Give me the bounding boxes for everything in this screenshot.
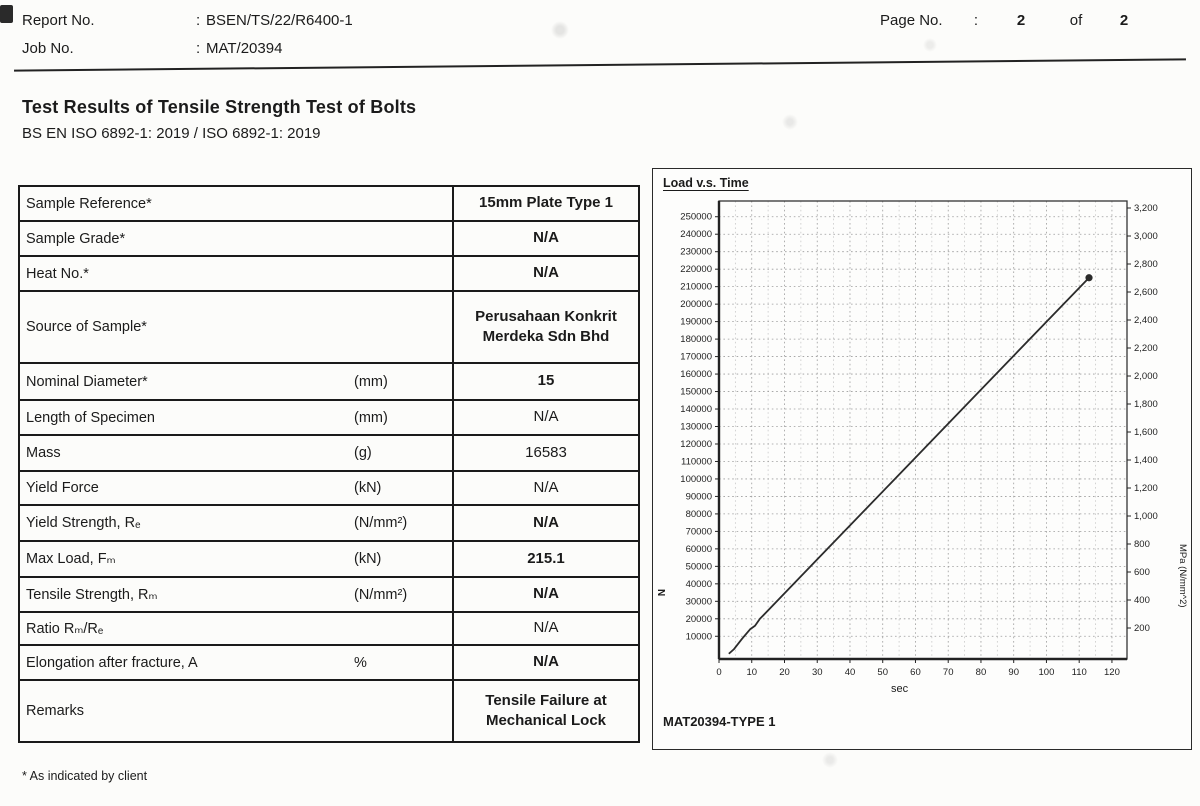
svg-text:110000: 110000 bbox=[681, 456, 712, 468]
row-label: Yield Strength, Rₑ bbox=[26, 515, 141, 531]
row-label: Mass bbox=[26, 445, 61, 461]
row-value: N/A bbox=[533, 585, 559, 603]
page-current: 2 bbox=[1016, 12, 1026, 29]
job-no-colon: : bbox=[196, 40, 201, 57]
table-row bbox=[19, 400, 639, 435]
table-row bbox=[19, 577, 639, 612]
row-unit: (g) bbox=[354, 445, 372, 461]
svg-text:90: 90 bbox=[1008, 667, 1019, 678]
svg-text:40000: 40000 bbox=[685, 578, 712, 590]
table-row bbox=[19, 256, 639, 291]
table-row bbox=[19, 221, 639, 256]
table-row bbox=[19, 186, 639, 221]
svg-text:120: 120 bbox=[1104, 667, 1120, 678]
svg-text:2,800: 2,800 bbox=[1134, 259, 1158, 270]
load-vs-time-chart bbox=[652, 168, 1192, 750]
svg-text:20: 20 bbox=[779, 667, 790, 678]
row-label: Remarks bbox=[26, 703, 85, 719]
svg-text:2,600: 2,600 bbox=[1134, 287, 1158, 298]
page-number-block bbox=[880, 12, 1180, 29]
svg-text:50: 50 bbox=[877, 667, 889, 678]
svg-text:180000: 180000 bbox=[680, 334, 712, 346]
table-row bbox=[19, 541, 639, 577]
svg-text:230000: 230000 bbox=[680, 246, 712, 258]
svg-text:100: 100 bbox=[1038, 667, 1055, 678]
svg-text:200000: 200000 bbox=[680, 299, 712, 311]
svg-text:3,200: 3,200 bbox=[1134, 203, 1158, 214]
job-no-label: Job No. bbox=[22, 40, 74, 57]
row-label: Elongation after fracture, A bbox=[26, 654, 198, 671]
svg-text:30: 30 bbox=[811, 667, 823, 678]
svg-text:600: 600 bbox=[1134, 567, 1150, 578]
row-unit: (mm) bbox=[354, 409, 388, 426]
svg-text:120000: 120000 bbox=[680, 438, 712, 450]
report-no-label: Report No. bbox=[22, 12, 95, 29]
svg-text:80: 80 bbox=[975, 667, 987, 678]
row-label: Yield Force bbox=[26, 480, 99, 496]
test-standard-subtitle: BS EN ISO 6892-1: 2019 / ISO 6892-1: 2019 bbox=[22, 125, 321, 142]
row-value: N/A bbox=[533, 478, 559, 496]
table-row bbox=[19, 645, 639, 680]
svg-text:210000: 210000 bbox=[680, 281, 712, 293]
svg-text:40: 40 bbox=[844, 667, 856, 678]
svg-text:400: 400 bbox=[1134, 595, 1150, 606]
row-unit: (mm) bbox=[354, 373, 388, 390]
table-row bbox=[19, 435, 639, 471]
row-value: N/A bbox=[533, 653, 559, 671]
job-no-value: MAT/20394 bbox=[206, 40, 283, 57]
svg-text:1,800: 1,800 bbox=[1134, 399, 1158, 410]
report-no-value: BSEN/TS/22/R6400-1 bbox=[206, 12, 353, 29]
svg-text:250000: 250000 bbox=[680, 211, 712, 223]
row-unit: (N/mm²) bbox=[354, 586, 408, 603]
svg-text:150000: 150000 bbox=[680, 386, 712, 398]
svg-text:70000: 70000 bbox=[685, 526, 712, 538]
row-unit: (kN) bbox=[354, 551, 382, 567]
row-label: Max Load, Fₘ bbox=[26, 551, 116, 567]
scan-corner-mark bbox=[0, 5, 13, 23]
svg-text:190000: 190000 bbox=[680, 316, 712, 328]
svg-text:110: 110 bbox=[1071, 667, 1087, 678]
test-results-table bbox=[18, 185, 640, 743]
svg-text:2,200: 2,200 bbox=[1134, 343, 1158, 354]
svg-text:2,400: 2,400 bbox=[1134, 315, 1158, 326]
row-label: Sample Reference* bbox=[26, 195, 152, 212]
table-row bbox=[19, 291, 639, 363]
page-total: 2 bbox=[1119, 12, 1129, 29]
page-no-colon: : bbox=[973, 12, 979, 29]
svg-text:3,000: 3,000 bbox=[1134, 231, 1158, 242]
row-label: Length of Specimen bbox=[26, 409, 155, 426]
row-label: Nominal Diameter* bbox=[26, 373, 148, 390]
y-axis-title-left: N bbox=[655, 589, 666, 597]
row-value: 215.1 bbox=[527, 549, 565, 567]
svg-text:200: 200 bbox=[1134, 623, 1150, 634]
table-row bbox=[19, 612, 639, 645]
svg-text:220000: 220000 bbox=[680, 264, 712, 276]
svg-text:240000: 240000 bbox=[680, 229, 712, 241]
table-row bbox=[19, 505, 639, 541]
chart-caption: MAT20394-TYPE 1 bbox=[663, 714, 776, 729]
chart-title: Load v.s. Time bbox=[663, 176, 749, 190]
page-of-word: of bbox=[1069, 12, 1083, 29]
row-label: Heat No.* bbox=[26, 265, 89, 282]
row-value: Tensile Failure at Mechanical Lock bbox=[485, 691, 607, 729]
svg-text:160000: 160000 bbox=[680, 369, 712, 381]
row-unit: % bbox=[354, 654, 367, 671]
chart-plot-area bbox=[653, 169, 1193, 751]
row-value: N/A bbox=[533, 229, 559, 247]
svg-text:90000: 90000 bbox=[685, 491, 712, 503]
row-unit: (N/mm²) bbox=[354, 515, 408, 531]
svg-text:50000: 50000 bbox=[685, 561, 712, 573]
row-unit: (kN) bbox=[354, 480, 382, 496]
row-value: N/A bbox=[533, 513, 559, 531]
row-label: Tensile Strength, Rₘ bbox=[26, 586, 158, 603]
table-row bbox=[19, 680, 639, 742]
row-value: N/A bbox=[533, 619, 559, 637]
x-axis-title: sec bbox=[891, 683, 909, 695]
row-value: 15mm Plate Type 1 bbox=[479, 194, 613, 212]
page-title: Test Results of Tensile Strength Test of Bolts bbox=[22, 97, 417, 117]
svg-text:100000: 100000 bbox=[680, 473, 712, 485]
row-value: N/A bbox=[533, 408, 559, 426]
row-label: Sample Grade* bbox=[26, 230, 126, 247]
row-value: 15 bbox=[537, 372, 555, 390]
svg-text:1,600: 1,600 bbox=[1134, 427, 1158, 438]
header-divider-line bbox=[14, 58, 1186, 72]
row-label: Source of Sample* bbox=[26, 319, 147, 335]
svg-text:130000: 130000 bbox=[680, 421, 712, 433]
svg-text:20000: 20000 bbox=[685, 613, 712, 625]
table-row bbox=[19, 363, 639, 400]
svg-text:0: 0 bbox=[716, 667, 722, 678]
page-no-label: Page No. bbox=[880, 12, 943, 29]
svg-text:1,000: 1,000 bbox=[1134, 511, 1158, 522]
svg-text:70: 70 bbox=[942, 667, 954, 678]
row-value: N/A bbox=[533, 264, 559, 282]
svg-text:60: 60 bbox=[910, 667, 921, 678]
table-row bbox=[19, 471, 639, 505]
table-footnote: * As indicated by client bbox=[22, 769, 148, 783]
svg-text:1,400: 1,400 bbox=[1134, 455, 1158, 466]
svg-text:80000: 80000 bbox=[685, 508, 712, 520]
svg-text:1,200: 1,200 bbox=[1134, 483, 1158, 494]
svg-text:60000: 60000 bbox=[685, 543, 712, 555]
row-value: Perusahaan Konkrit Merdeka Sdn Bhd bbox=[475, 307, 617, 345]
svg-text:10: 10 bbox=[746, 667, 758, 678]
svg-text:800: 800 bbox=[1134, 539, 1150, 550]
report-no-colon: : bbox=[196, 12, 201, 29]
svg-text:2,000: 2,000 bbox=[1134, 371, 1158, 382]
svg-text:170000: 170000 bbox=[680, 351, 712, 363]
svg-text:30000: 30000 bbox=[685, 596, 712, 608]
svg-text:140000: 140000 bbox=[680, 404, 712, 416]
svg-text:10000: 10000 bbox=[685, 631, 712, 643]
row-value: 16583 bbox=[525, 443, 567, 461]
y-axis-title-right: MPa (N/mm^2) bbox=[1177, 544, 1188, 608]
row-label: Ratio Rₘ/Rₑ bbox=[26, 620, 104, 637]
